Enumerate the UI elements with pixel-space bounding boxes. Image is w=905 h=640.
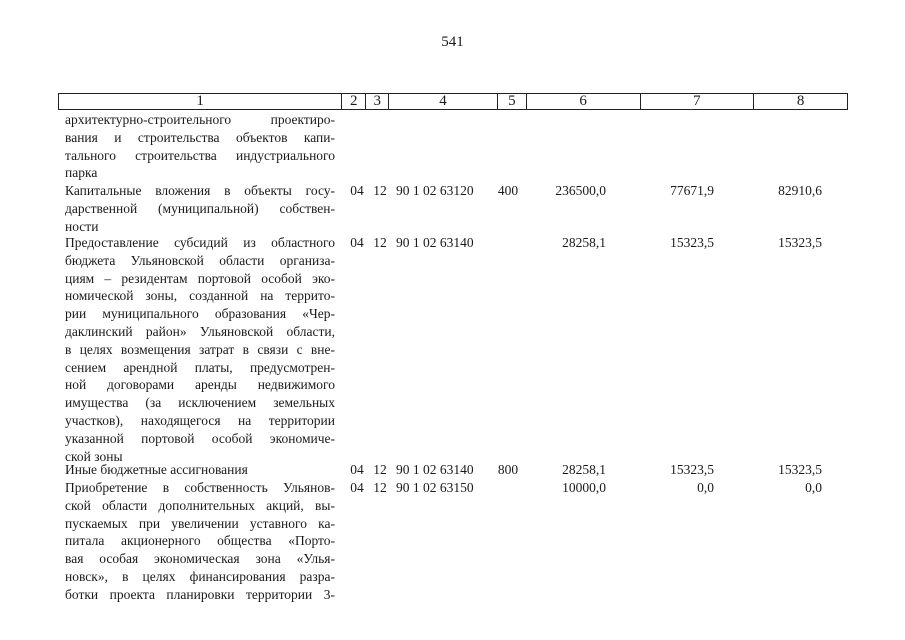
cell-amount-3: 82910,6 — [778, 183, 822, 198]
row-name-line: вания и строительства объектов капи- — [65, 129, 335, 145]
cell-subsection: 12 — [373, 480, 387, 495]
cell-amount-1: 28258,1 — [562, 235, 606, 250]
cell-amount-1: 10000,0 — [562, 480, 606, 495]
cell-amount-3: 15323,5 — [778, 235, 822, 250]
row-name-line: пускаемых при увеличении уставного ка- — [65, 515, 335, 531]
row-name — [65, 234, 335, 465]
cell-amount-2: 15323,5 — [670, 235, 714, 250]
header-col-4: 4 — [389, 94, 498, 109]
cell-subsection: 12 — [373, 462, 387, 477]
cell-amount-2: 15323,5 — [670, 462, 714, 477]
cell-amount-3: 15323,5 — [778, 462, 822, 477]
cell-subsection: 12 — [373, 235, 387, 250]
row-name-line: указанной портовой особой экономиче- — [65, 430, 335, 446]
header-col-2: 2 — [342, 94, 366, 109]
row-name-line: тального строительства индустриального — [65, 147, 335, 163]
row-name-line: ности — [65, 218, 99, 234]
row-name-line: новск», в целях финансирования разра- — [65, 568, 335, 584]
cell-amount-2: 0,0 — [697, 480, 714, 495]
header-col-7: 7 — [641, 94, 755, 109]
header-col-3: 3 — [366, 94, 389, 109]
row-name-line: сением арендной платы, предусмотрен- — [65, 359, 335, 375]
row-name-line: ботки проекта планировки территории 3- — [65, 586, 335, 602]
cell-target-code: 90 1 02 63120 — [396, 183, 474, 198]
row-name-line: рии муниципального образования «Чер- — [65, 306, 335, 322]
row-name-line: бюджета Ульяновской области организа- — [65, 252, 335, 268]
row-name-line: ской области дополнительных акций, вы- — [65, 497, 335, 513]
cell-target-code: 90 1 02 63150 — [396, 480, 474, 495]
row-name-line: ной договорами аренды недвижимого — [65, 377, 335, 393]
row-name-line: ской зоны — [65, 448, 123, 464]
page-number: 541 — [441, 34, 464, 50]
row-name-line: участков), находящегося на территории — [65, 412, 335, 428]
cell-amount-2: 77671,9 — [670, 183, 714, 198]
cell-section: 04 — [350, 183, 364, 198]
row-name — [65, 461, 335, 479]
row-name-line: вая особая экономическая зона «Улья- — [65, 551, 335, 567]
row-name-line: имущества (за исключением земельных — [65, 395, 335, 411]
row-name — [65, 182, 335, 235]
row-name-line: парка — [65, 165, 98, 181]
header-col-6: 6 — [527, 94, 641, 109]
cell-subsection: 12 — [373, 183, 387, 198]
cell-target-code: 90 1 02 63140 — [396, 462, 474, 477]
cell-section: 04 — [350, 235, 364, 250]
row-name-line: Капитальные вложения в объекты госу- — [65, 183, 335, 198]
row-name-line: циям – резидентам портовой особой эко- — [65, 270, 335, 286]
row-name-line: Приобретение в собственность Ульянов- — [65, 480, 335, 495]
row-name-line: архитектурно-строительного проектиро- — [65, 112, 335, 127]
row-name — [65, 479, 335, 604]
row-name-line: питала акционерного общества «Порто- — [65, 533, 335, 549]
header-col-5: 5 — [498, 94, 527, 109]
cell-amount-1: 236500,0 — [555, 183, 606, 198]
row-name-line: Иные бюджетные ассигнования — [65, 462, 248, 477]
cell-amount-3: 0,0 — [805, 480, 822, 495]
row-name-line: в целях возмещения затрат в связи с вне- — [65, 341, 335, 357]
row-name — [65, 111, 335, 182]
row-name-line: даклинский район» Ульяновской области, — [65, 323, 335, 339]
table-header-row — [58, 93, 848, 110]
cell-expense-type: 400 — [497, 183, 519, 198]
cell-expense-type: 800 — [497, 462, 519, 477]
cell-section: 04 — [350, 480, 364, 495]
row-name-line: Предоставление субсидий из областного — [65, 235, 335, 250]
cell-target-code: 90 1 02 63140 — [396, 235, 474, 250]
cell-amount-1: 28258,1 — [562, 462, 606, 477]
cell-section: 04 — [350, 462, 364, 477]
row-name-line: дарственной (муниципальной) собствен- — [65, 200, 335, 216]
header-col-8: 8 — [796, 93, 805, 109]
row-name-line: номической зоны, созданной на террито- — [65, 288, 335, 304]
header-col-1: 1 — [59, 94, 342, 109]
